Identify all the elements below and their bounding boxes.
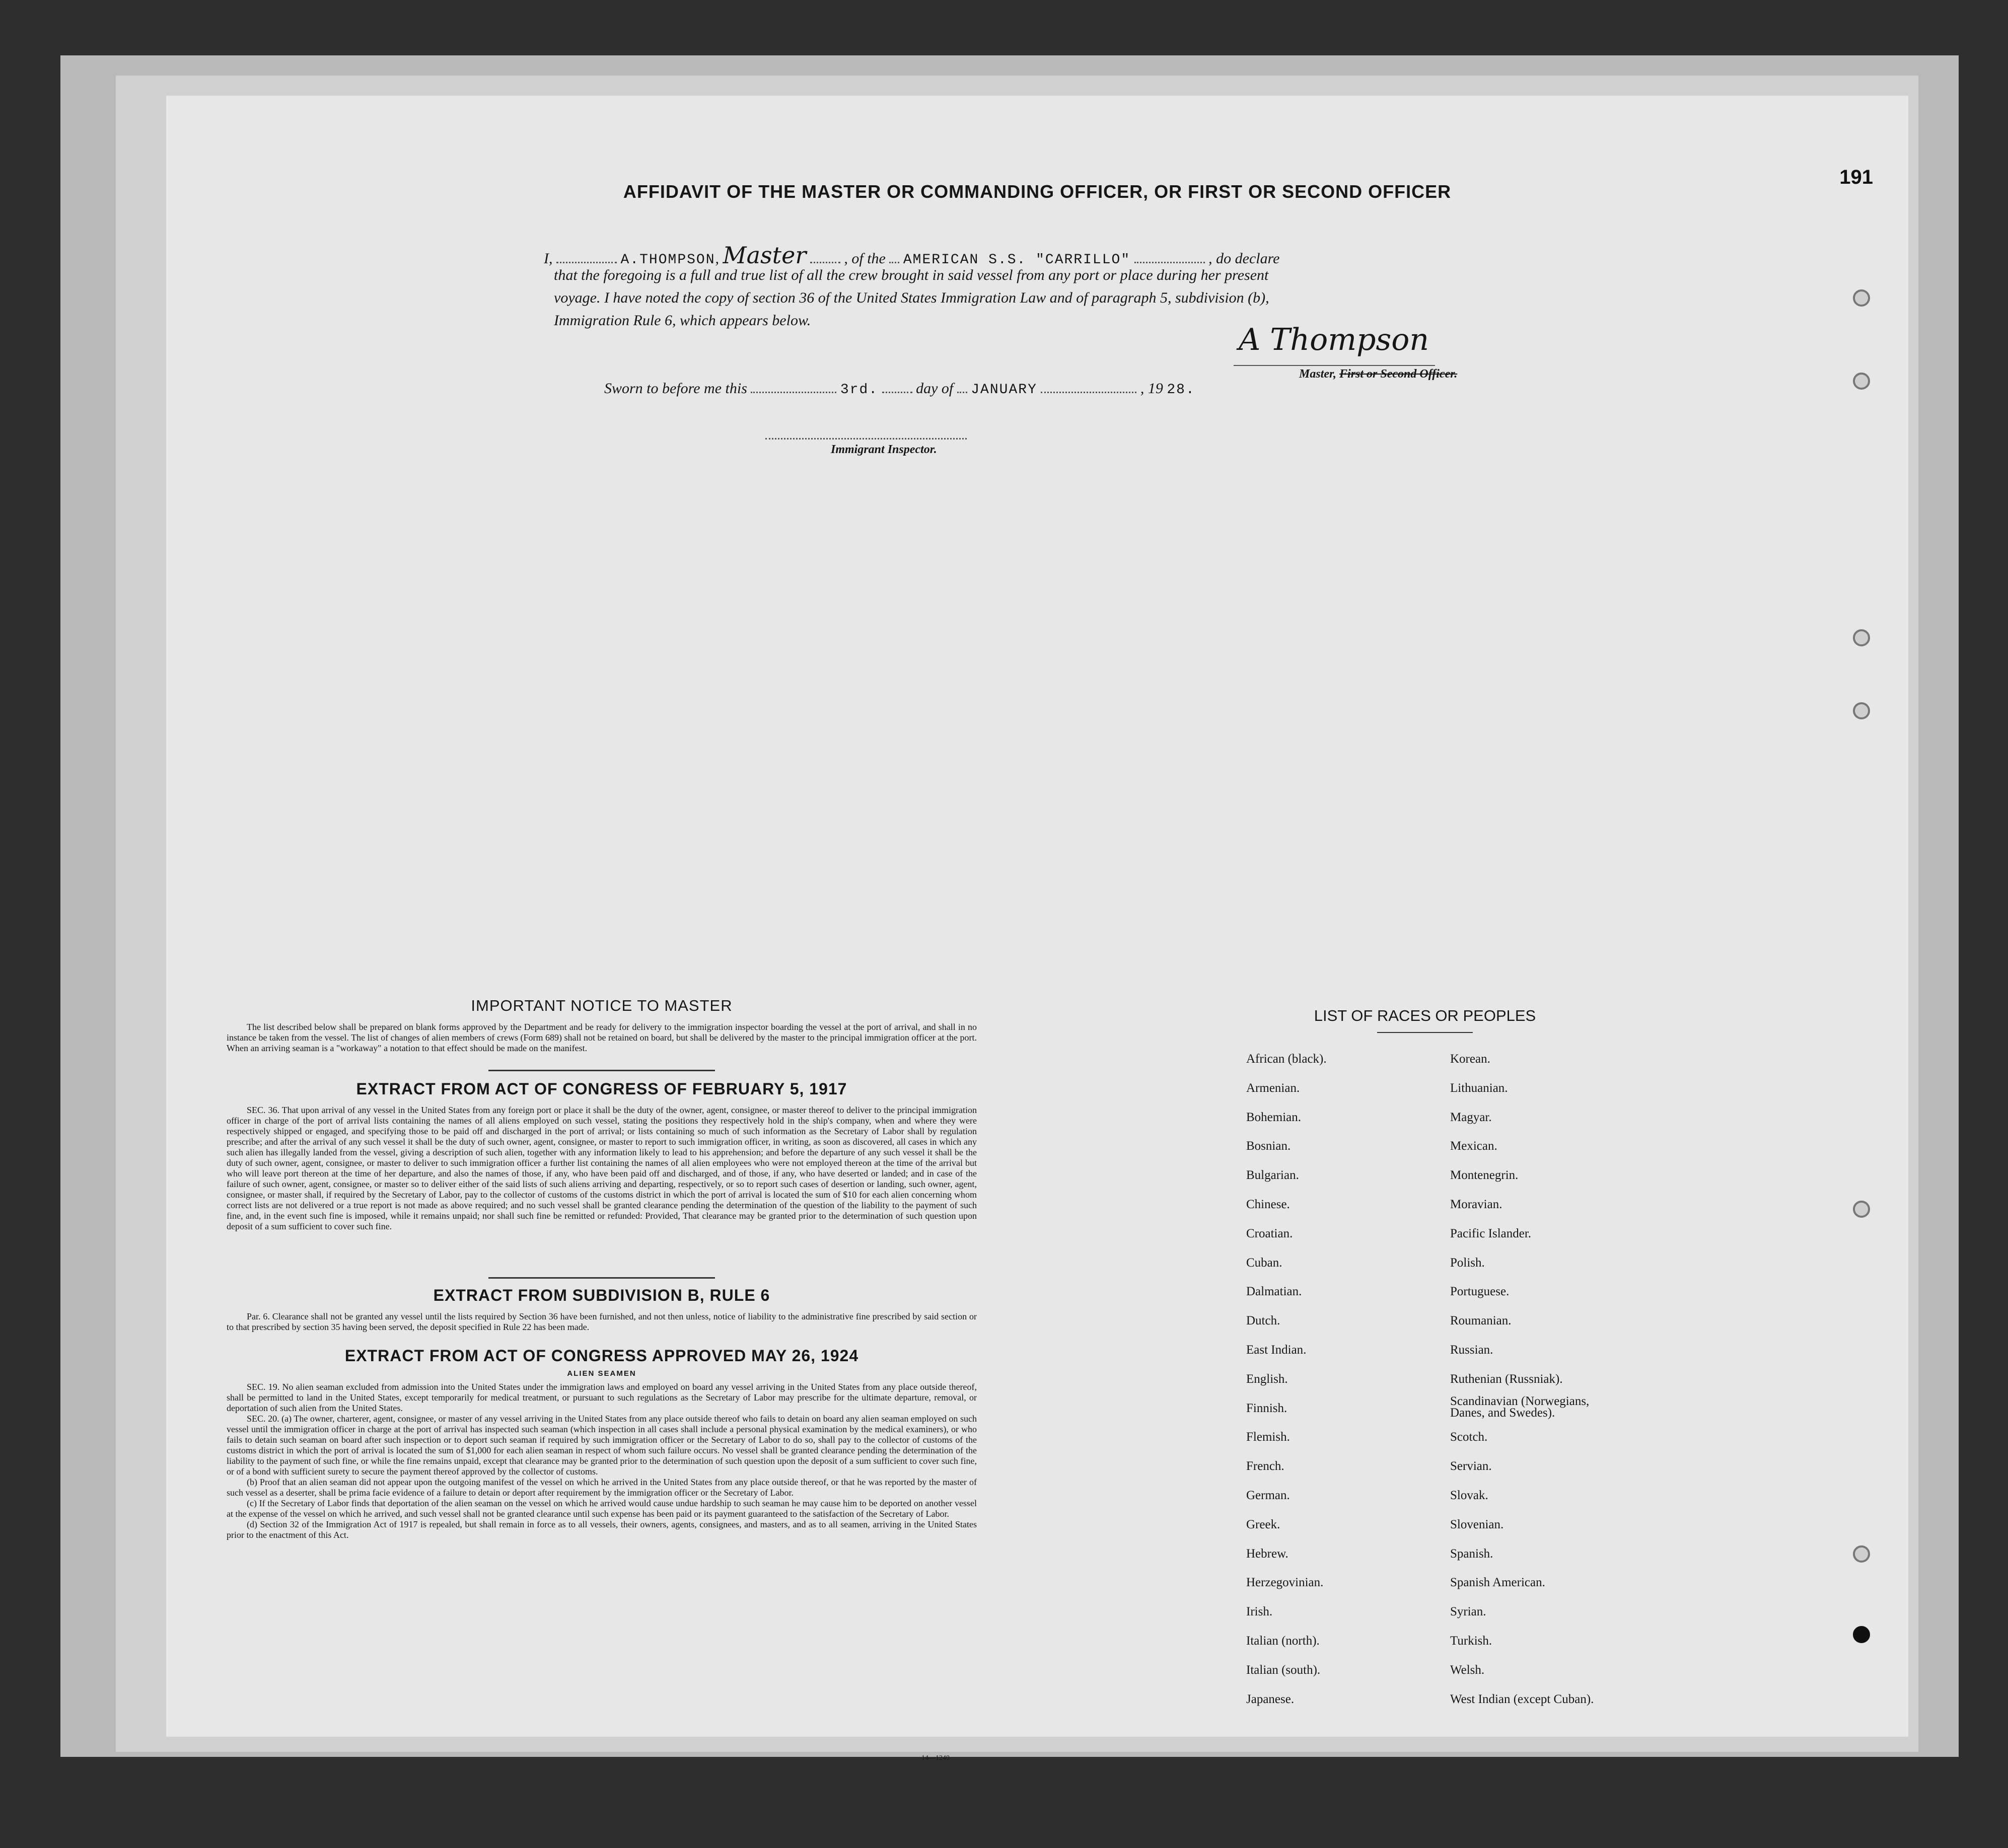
binder-hole xyxy=(1853,1626,1870,1643)
race-item: Welsh. xyxy=(1450,1663,1485,1677)
act-1924-subtitle: ALIEN SEAMEN xyxy=(567,1369,636,1378)
binder-hole xyxy=(1853,629,1870,646)
act-1924-body xyxy=(227,1382,977,1540)
year-prefix: , 19 xyxy=(1140,380,1163,397)
act-1924-paragraph: (c) If the Secretary of Labor finds that deportation of the alien seaman on the vessel on which he arrived would cause undue hardship to such seaman he may cause him to be deported on another vessel at the expense of the vessel on which he arrived, and such vessel shall not be granted clearance until such expense has been paid or its payment guaranteed to the satisfaction of the Secretary of Labor. xyxy=(227,1498,977,1519)
act-1917-title: EXTRACT FROM ACT OF CONGRESS OF FEBRUARY 5, 1917 xyxy=(356,1080,847,1098)
race-item: French. xyxy=(1246,1459,1284,1473)
race-item: Flemish. xyxy=(1246,1430,1290,1444)
act-1924-paragraph: (d) Section 32 of the Immigration Act of 1917 is repealed, but shall remain in force as to all vessels, their owners, agents, consignees, and masters, and as to all seamen, arriving in the United States prior to the enactment of this Act. xyxy=(227,1519,977,1540)
race-item: Servian. xyxy=(1450,1459,1492,1473)
race-item: West Indian (except Cuban). xyxy=(1450,1692,1594,1706)
race-item: Finnish. xyxy=(1246,1401,1287,1415)
race-item: English. xyxy=(1246,1372,1288,1386)
race-item: Pacific Islander. xyxy=(1450,1226,1532,1240)
notice-title: IMPORTANT NOTICE TO MASTER xyxy=(471,997,733,1014)
race-item: Irish. xyxy=(1246,1605,1273,1619)
race-item: Polish. xyxy=(1450,1255,1485,1270)
race-item: African (black). xyxy=(1246,1052,1327,1066)
section-divider xyxy=(488,1277,715,1279)
race-item: Dalmatian. xyxy=(1246,1285,1302,1299)
inspector-label: Immigrant Inspector. xyxy=(831,443,937,456)
officer-caption xyxy=(1299,367,1457,381)
race-item: Portuguese. xyxy=(1450,1285,1510,1299)
rule-6-body: Par. 6. Clearance shall not be granted any vessel until the lists required by Section 36 have been furnished, and not then unless, notice of liability to the administrative fine prescribed by said section or to that prescribed by section 35 having been served, the deposit specified in Rule 22 has been made. xyxy=(227,1311,977,1332)
race-item: Italian (south). xyxy=(1246,1663,1321,1677)
race-item: Magyar. xyxy=(1450,1110,1492,1124)
race-item: Bohemian. xyxy=(1246,1110,1302,1124)
sworn-line xyxy=(604,380,1195,398)
race-item: Bulgarian. xyxy=(1246,1168,1299,1182)
affidavit-declaration-line: I, A.THOMPSON, Master , of the AMERICAN S.S. "CARRILLO" , do declare xyxy=(544,242,1280,269)
rank-handwritten: Master xyxy=(723,242,807,269)
document-page xyxy=(166,96,1908,1762)
race-item: German. xyxy=(1246,1489,1290,1502)
race-item: Bosnian. xyxy=(1246,1139,1291,1153)
race-item: Croatian. xyxy=(1246,1226,1293,1240)
page-number: 191 xyxy=(1839,166,1873,188)
race-item: Greek. xyxy=(1246,1517,1280,1531)
day-of-label: day of xyxy=(916,380,954,397)
races-title-rule xyxy=(1377,1032,1473,1033)
race-item: Korean. xyxy=(1450,1052,1490,1066)
act-1924-paragraph: SEC. 19. No alien seaman excluded from admission into the United States under the immigration laws and employed on board any vessel arriving in the United States from any place outside thereof, shall be permitted to land in the United States, except temporarily for medical treatment, or pursuant to such regulations as the Secretary of Labor may prescribe for the ultimate departure, removal, or deportation of such alien from the United States. xyxy=(227,1382,977,1413)
binder-hole xyxy=(1853,702,1870,719)
race-item: Japanese. xyxy=(1246,1692,1295,1706)
race-item: Roumanian. xyxy=(1450,1314,1512,1328)
signature-line xyxy=(1234,365,1435,366)
race-item: Montenegrin. xyxy=(1450,1168,1519,1182)
race-item: Slovenian. xyxy=(1450,1517,1504,1531)
form-code: 14—1240 xyxy=(921,1754,950,1762)
act-1924-paragraph: SEC. 20. (a) The owner, charterer, agent, consignee, or master of any vessel arriving in the United States from any place outside thereof who fails to detain on board any alien seaman employed on such vessel until the immigration officer in charge at the port of arrival has inspected such seaman (which inspection in all cases shall include a personal physical examination by the medical examiners), or who fails to detain such seaman on board after such inspection or to deport such seaman if required by such immigration officer or the Secretary of Labor to do so, shall pay to the collector of customs of the customs district in which the port of arrival is located the sum of $1,000 for each alien seaman in respect of whom such failure occurs. No vessel shall be granted clearance pending the determination of the liability to the payment of such fine, or while the fine remains unpaid, except that clearance may be granted prior to the determination of such question upon the deposit of a sum sufficient to cover such fine, or of a bond with sufficient surety to secure the payment thereof approved by the collector of customs. xyxy=(227,1414,977,1476)
race-item: Russian. xyxy=(1450,1343,1493,1357)
race-item: Scotch. xyxy=(1450,1430,1488,1444)
race-item: Moravian. xyxy=(1450,1198,1502,1211)
race-item: Herzegovinian. xyxy=(1246,1576,1324,1590)
affidavit-line-4: Immigration Rule 6, which appears below. xyxy=(554,312,811,329)
race-item: Italian (north). xyxy=(1246,1634,1320,1648)
race-item: Dutch. xyxy=(1246,1314,1280,1328)
race-item: Chinese. xyxy=(1246,1198,1290,1211)
affidavit-line-3: voyage. I have noted the copy of section 36 of the United States Immigration Law and of paragraph 5, subdivision (b), xyxy=(554,289,1269,306)
race-item: Turkish. xyxy=(1450,1634,1492,1648)
race-item: Scandinavian (Norwegians, Danes, and Swedes). xyxy=(1450,1394,1590,1420)
sworn-year: 28. xyxy=(1167,382,1195,398)
master-signature: A Thompson xyxy=(1239,322,1429,357)
binder-hole xyxy=(1853,373,1870,390)
act-1917-body: SEC. 36. That upon arrival of any vessel in the United States from any foreign port or place it shall be the duty of the owner, agent, consignee, or master thereof to deliver to the principal immigration officer in charge of the port of arrival lists containing the names of all aliens employed on such vessel, stating the positions they respectively hold in the ship's company, when and where they were respectively shipped or engaged, and specifying those to be paid off and discharged in the port of arrival; or lists containing so much of such information as the Secretary of Labor shall by regulation prescribe; and after the arrival of any such vessel it shall be the duty of such owner, agent, consignee, or master to report to such immigration officer, in writing, as soon as discovered, all cases in which any such alien has illegally landed from the vessel, giving a description of such alien, together with any information likely to lead to his apprehension; and before the departure of any such vessel it shall be the duty of such owner, agent, consignee, or master to deliver to such immigration officer a further list containing the names of all alien employees who were not employed thereon at the time of the arrival but who will leave port thereon at the time of her departure, and also the names of those, if any, who have been paid off and discharged, and of those, if any, who have deserted or landed; and in case of the failure of such owner, agent, consignee, or master so to deliver either of the said lists of such aliens arriving and departing, respectively, or so to report such cases of desertion or landing, such owner, agent, consignee, or master shall, if required by the Secretary of Labor, pay to the collector of customs of the customs district in which the port of arrival is located the sum of $10 for each alien concerning whom correct lists are not delivered or a true report is not made as above required; and no such vessel shall be granted clearance pending the determination of the question of the liability to the payment of such fine, and, in the event such fine is imposed, while it remains unpaid; nor shall such fine be remitted or refunded: Provided, That clearance may be granted prior to the determination of such question upon deposit of a sum sufficient to cover such fine. xyxy=(227,1105,977,1231)
sworn-month: JANUARY xyxy=(971,382,1037,398)
rule-6-title: EXTRACT FROM SUBDIVISION B, RULE 6 xyxy=(433,1286,770,1304)
notice-body: The list described below shall be prepared on blank forms approved by the Department and be ready for delivery to the immigration inspector boarding the vessel at the port of arrival, and shall in no instance be taken from the vessel. The list of changes of alien members of crews (Form 689) shall not be retained on board, but shall be delivered by the master to the principal immigration officer at the port. When an arriving seaman is a "workaway" a notation to that effect should be made on the manifest. xyxy=(227,1022,977,1053)
act-1924-title: EXTRACT FROM ACT OF CONGRESS APPROVED MAY 26, 1924 xyxy=(344,1347,859,1365)
of-the-label: , of the xyxy=(844,250,886,267)
race-item: East Indian. xyxy=(1246,1343,1307,1357)
affidavit-line-2: that the foregoing is a full and true list of all the crew brought in said vessel from any port or place during her present xyxy=(554,267,1269,283)
sworn-label: Sworn to before me this xyxy=(604,380,747,397)
race-item: Spanish American. xyxy=(1450,1576,1545,1590)
act-1924-paragraph: (b) Proof that an alien seaman did not appear upon the outgoing manifest of the vessel on which he arrived in the United States from any place outside thereof, or that he was reported by the master of such vessel as a deserter, shall be prima facie evidence of a failure to detain or deport after requirement by the immigration officer or the Secretary of Labor. xyxy=(227,1477,977,1498)
do-declare-label: , do declare xyxy=(1208,250,1280,267)
officer-caption-master: Master, xyxy=(1299,367,1340,381)
race-item: Ruthenian (Russniak). xyxy=(1450,1372,1563,1386)
race-item: Cuban. xyxy=(1246,1255,1282,1270)
officer-caption-struck: First or Second Officer. xyxy=(1339,367,1458,381)
section-divider xyxy=(488,1070,715,1071)
sworn-day: 3rd. xyxy=(840,382,879,398)
races-title: LIST OF RACES OR PEOPLES xyxy=(1314,1007,1536,1024)
inspector-signature-line xyxy=(765,438,967,439)
binder-hole xyxy=(1853,1201,1870,1218)
race-item: Mexican. xyxy=(1450,1139,1497,1153)
i-label: I, xyxy=(544,250,553,267)
race-item: Syrian. xyxy=(1450,1605,1486,1619)
race-item: Armenian. xyxy=(1246,1081,1300,1095)
affidavit-title: AFFIDAVIT OF THE MASTER OR COMMANDING OFFICER, OR FIRST OR SECOND OFFICER xyxy=(623,181,1452,202)
race-item: Slovak. xyxy=(1450,1489,1488,1502)
master-name: A.THOMPSON xyxy=(620,252,715,268)
binder-hole xyxy=(1853,1545,1870,1563)
race-item: Spanish. xyxy=(1450,1546,1493,1561)
race-item: Hebrew. xyxy=(1246,1546,1288,1561)
vessel-name: AMERICAN S.S. "CARRILLO" xyxy=(903,252,1131,268)
binder-hole xyxy=(1853,289,1870,307)
race-item: Lithuanian. xyxy=(1450,1081,1508,1095)
